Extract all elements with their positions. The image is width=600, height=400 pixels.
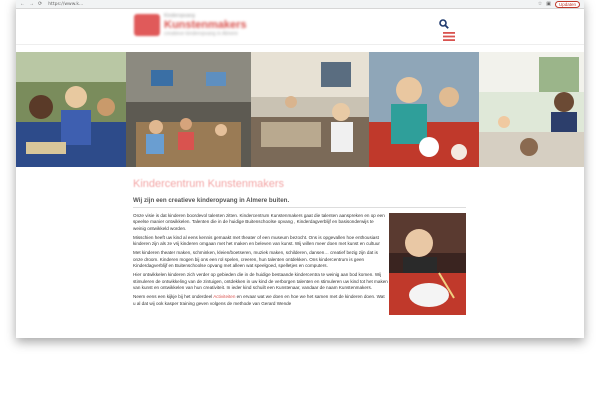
logo-line-1: Kinderopvang bbox=[164, 13, 195, 19]
reload-icon[interactable]: ⟳ bbox=[38, 1, 43, 7]
activiteiten-link[interactable]: Activiteiten bbox=[213, 294, 236, 300]
hero-banner bbox=[16, 52, 584, 167]
address-bar[interactable]: https://www.k... bbox=[48, 1, 84, 7]
paragraph: Hier ontwikkelen kinderen zich verder op gebieden die in de huidige bestaande kindercentra te weinig aan bod komen. Wij stimuleren de ontwikkeling van de zintuigen, ontdekken in uw kind de verborgen talenten en stimuleren uw kind tot het maken van kunst en ontwikkelen van hun creativiteit. In ieder kind schuilt een Kunstenaar, vandaar de naam Kunstenmakers. bbox=[133, 272, 388, 290]
divider bbox=[133, 207, 466, 208]
site-logo[interactable] bbox=[134, 13, 247, 37]
extension-icon[interactable]: ▣ bbox=[546, 1, 551, 7]
logo-line-2: Kunstenmakers bbox=[164, 19, 247, 31]
banner-photo-1 bbox=[16, 52, 126, 167]
page-subtitle: Wij zijn een creatieve kinderopvang in Almere buiten. bbox=[133, 197, 290, 204]
logo-mark bbox=[134, 14, 160, 36]
search-icon[interactable] bbox=[439, 19, 449, 29]
update-button[interactable]: Updaten bbox=[555, 1, 580, 8]
paragraph-text: en ervaar wat we doen en hoe we het samen met de kinderen doen. Wat u al dat wij ook kasper training geven volgens de methode van Gerard Wende bbox=[133, 294, 385, 306]
back-icon[interactable]: ← bbox=[20, 1, 25, 7]
hamburger-menu-icon[interactable] bbox=[443, 32, 455, 41]
star-icon[interactable]: ☆ bbox=[537, 1, 543, 7]
browser-window bbox=[16, 0, 584, 338]
paragraph: Misschien heeft uw kind al eens kennis gemaakt met theater of een museum bezocht. Ons is opgevallen hoe enthousiast kinderen zijn als ze vrij kinderen omgaan met het maken en beleven van kunst. Wij willen meer doen met kunst en cultuur bbox=[133, 234, 380, 247]
site-header bbox=[16, 9, 584, 45]
logo-text bbox=[164, 13, 247, 37]
banner-photo-3 bbox=[251, 52, 369, 167]
paragraph bbox=[133, 294, 388, 307]
banner-photo-4 bbox=[369, 52, 479, 167]
intro-text bbox=[133, 213, 388, 310]
logo-line-3: creatieve kinderopvang in Almere bbox=[164, 31, 238, 37]
browser-toolbar bbox=[16, 0, 584, 9]
child-painting-photo bbox=[389, 213, 466, 315]
paragraph-text: Neem eens een kijkje bij het onderdeel bbox=[133, 294, 214, 300]
banner-photo-5 bbox=[479, 52, 584, 167]
page-title: Kindercentrum Kunstenmakers bbox=[133, 178, 285, 190]
forward-icon[interactable]: → bbox=[29, 1, 34, 7]
banner-photo-2 bbox=[126, 52, 251, 167]
paragraph: Met kinderen theater maken, schminken, kleien/boetseren, muziek maken, schilderen, dansen… creatief bezig zijn dat is onze droom. Kinderen mogen bij ons een rol spelen, creeren, hun talenten ontdekken. Ons kindercentrum is geen Kinderdagverblijf en Buitenschoolse opvang met alleen wat speelgoed, spelletjes en computers. bbox=[133, 250, 378, 269]
paragraph: Onze visie is dat kinderen boordevol talenten zitten. Kindercentrum Kunstenmakers gaat die talenten aanspreken en op een speelse manier ontwikkelen. Talenten die in de huidige Buitenschoolse opvang , Kinderdagverblijf en basisonderwijs te weinig ontwikkeld worden. bbox=[133, 213, 385, 231]
